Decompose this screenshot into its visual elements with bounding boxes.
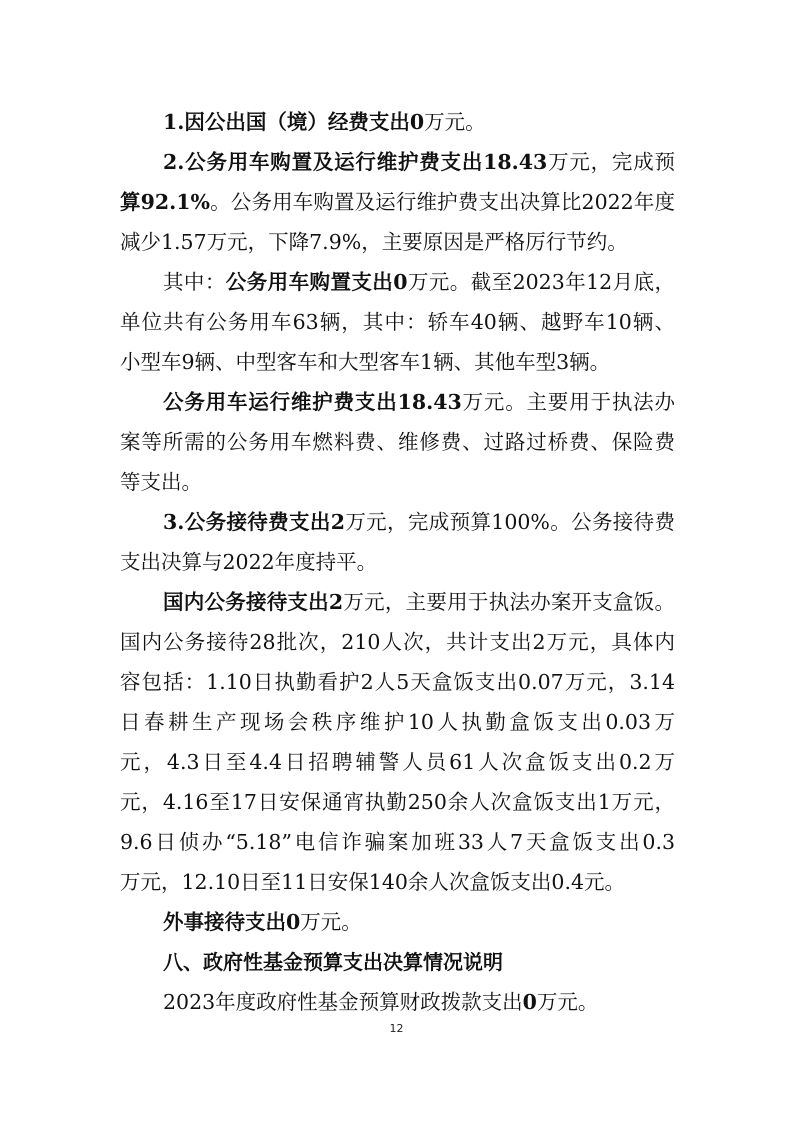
domestic-reception-line3-text: 容包括：1.10日执勤看护2人5天盒饭支出0.07万元，3.14 bbox=[120, 670, 675, 694]
para-domestic-reception-line4 bbox=[120, 708, 675, 736]
foreign-reception-bold: 外事接待支出0 bbox=[163, 910, 301, 934]
para-vehicle-expense-line2 bbox=[120, 188, 675, 216]
para-vehicle-purchase-line2 bbox=[120, 308, 675, 336]
reception-bold: 3.公务接待费支出2 bbox=[163, 510, 345, 534]
vehicle-operation-end: 等支出。 bbox=[120, 470, 202, 494]
domestic-reception-line8-text: 万元，12.10日至11日安保140余人次盒饭支出0.4元。 bbox=[120, 870, 626, 894]
vehicle-purchase-bold: 公务用车购置支出0 bbox=[225, 270, 408, 294]
domestic-reception-line2-text: 国内公务接待28批次，210人次，共计支出2万元，具体内 bbox=[120, 630, 675, 654]
para-domestic-reception-line6 bbox=[120, 788, 675, 816]
para-domestic-reception-line8 bbox=[120, 868, 625, 896]
reception-text: 万元，完成预算100%。公务接待费 bbox=[344, 510, 676, 534]
page-number: 12 bbox=[389, 1022, 404, 1035]
para-domestic-reception-line2 bbox=[120, 628, 675, 656]
overseas-expense-bold: 1.因公出国（境）经费支出0 bbox=[163, 110, 425, 134]
budget-percent-bold: 算92.1% bbox=[120, 190, 211, 214]
domestic-reception-line4-text: 日春耕生产现场会秩序维护10人执勤盒饭支出0.03万 bbox=[120, 710, 675, 734]
para-reception-line1 bbox=[163, 508, 675, 536]
foreign-reception-text: 万元。 bbox=[300, 910, 362, 934]
para-vehicle-purchase-line1 bbox=[163, 268, 675, 296]
vehicle-types-text: 小型车9辆、中型客车和大型客车1辆、其他车型3辆。 bbox=[120, 350, 611, 374]
para-reception-line2 bbox=[120, 548, 377, 576]
para-vehicle-expense-line3 bbox=[120, 228, 628, 256]
para-foreign-reception bbox=[163, 908, 362, 936]
vehicle-compare-text: 。公务用车购置及运行维护费支出决算比2022年度 bbox=[210, 190, 675, 214]
gov-fund-amount-bold: 0 bbox=[522, 990, 537, 1014]
vehicle-purchase-prefix: 其中： bbox=[163, 270, 226, 294]
vehicle-expense-text: 万元，完成预 bbox=[547, 150, 675, 174]
section-heading-gov-fund: 八、政府性基金预算支出决算情况说明 bbox=[163, 950, 503, 974]
para-domestic-reception-line3 bbox=[120, 668, 675, 696]
para-vehicle-purchase-line3 bbox=[120, 348, 610, 376]
vehicle-count-text: 单位共有公务用车63辆，其中：轿车40辆、越野车10辆、 bbox=[120, 310, 675, 334]
para-vehicle-operation-line1 bbox=[163, 388, 675, 416]
vehicle-decrease-text: 减少1.57万元，下降7.9%，主要原因是严格厉行节约。 bbox=[120, 230, 628, 254]
vehicle-operation-detail: 案等所需的公务用车燃料费、维修费、过路过桥费、保险费 bbox=[120, 430, 675, 454]
domestic-reception-line5-text: 元，4.3日至4.4日招聘辅警人员61人次盒饭支出0.2万 bbox=[120, 750, 675, 774]
domestic-reception-line7-text: 9.6日侦办“5.18”电信诈骗案加班33人7天盒饭支出0.3 bbox=[120, 830, 675, 854]
para-gov-fund bbox=[163, 988, 598, 1016]
para-vehicle-expense-line1 bbox=[163, 148, 675, 176]
domestic-reception-text: 万元，主要用于执法办案开支盒饭。 bbox=[343, 590, 676, 614]
vehicle-operation-bold: 公务用车运行维护费支出18.43 bbox=[163, 390, 462, 414]
para-domestic-reception-line1 bbox=[163, 588, 675, 616]
reception-compare-text: 支出决算与2022年度持平。 bbox=[120, 550, 378, 574]
para-domestic-reception-line7 bbox=[120, 828, 675, 856]
domestic-reception-bold: 国内公务接待支出2 bbox=[163, 590, 344, 614]
para-vehicle-operation-line3 bbox=[120, 468, 202, 496]
gov-fund-unit: 万元。 bbox=[536, 990, 599, 1014]
vehicle-purchase-text: 万元。截至2023年12月底， bbox=[407, 270, 676, 294]
para-domestic-reception-line5 bbox=[120, 748, 675, 776]
overseas-expense-text: 万元。 bbox=[424, 110, 486, 134]
domestic-reception-line6-text: 元，4.16至17日安保通宵执勤250余人次盒饭支出1万元， bbox=[120, 790, 675, 814]
para-overseas-expense bbox=[163, 108, 486, 136]
vehicle-operation-text: 万元。主要用于执法办 bbox=[461, 390, 676, 414]
vehicle-expense-bold: 2.公务用车购置及运行维护费支出18.43 bbox=[163, 150, 548, 174]
gov-fund-text: 2023年度政府性基金预算财政拨款支出 bbox=[163, 990, 523, 1014]
para-vehicle-operation-line2 bbox=[120, 428, 675, 456]
